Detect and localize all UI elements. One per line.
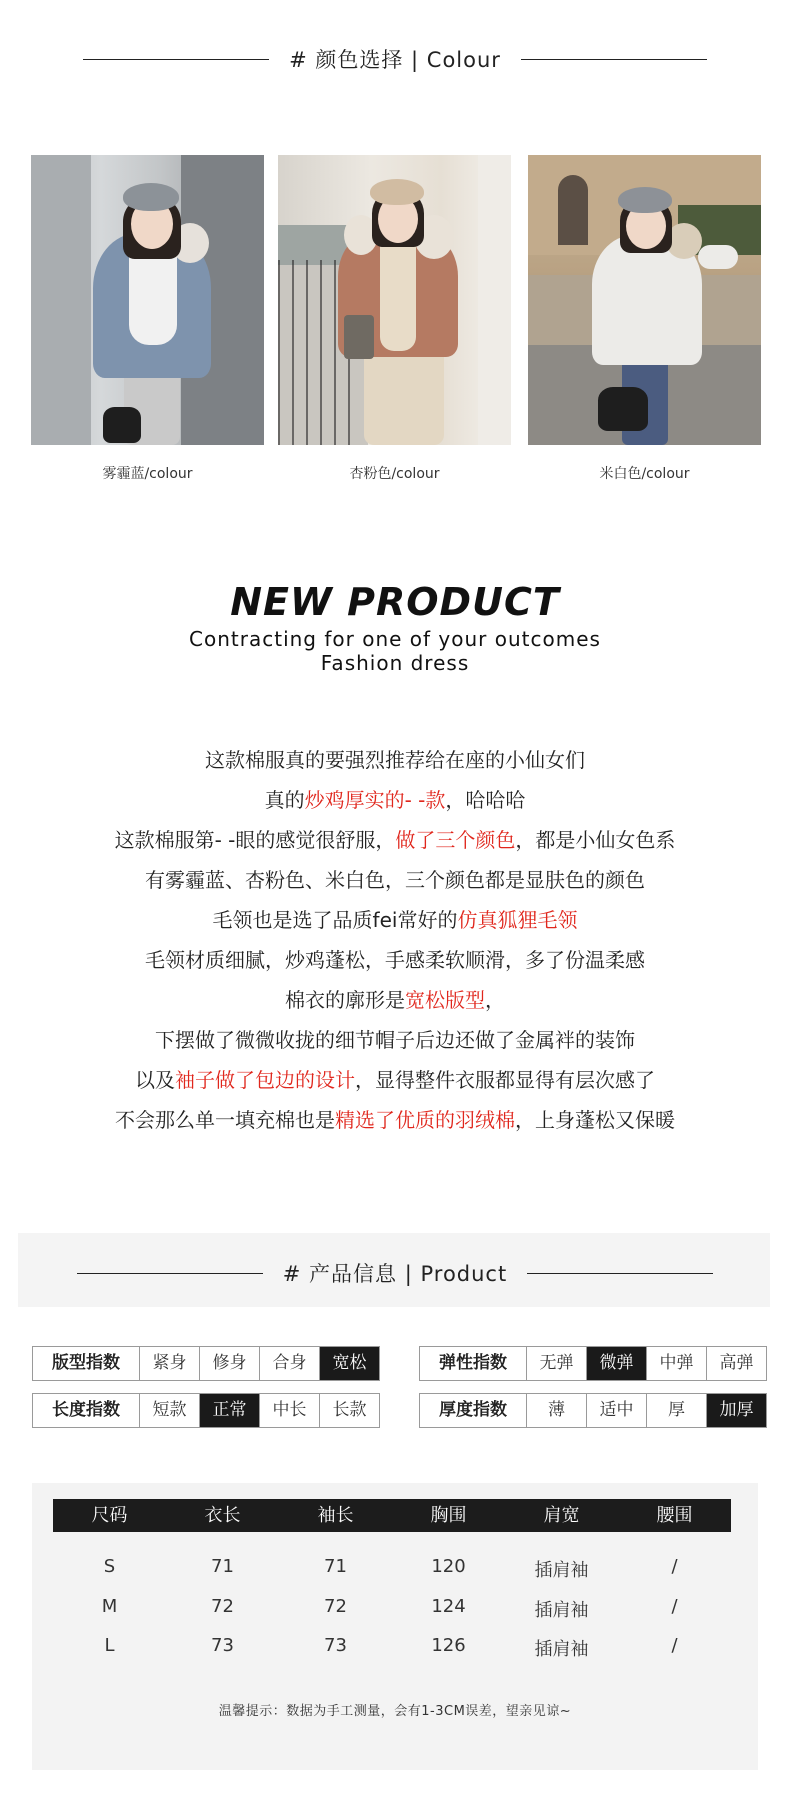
index-label: 版型指数 — [52, 1353, 120, 1373]
description-text: 这款棉服第- -眼的感觉很舒服， — [114, 828, 396, 852]
table-cell: L — [104, 1635, 115, 1656]
table-cell: S — [103, 1556, 116, 1577]
table-cell: 插肩袖 — [534, 1560, 589, 1581]
index-option: 适中 — [586, 1394, 646, 1427]
table-cell: 71 — [211, 1556, 234, 1577]
highlight-text: 袖子做了包边的设计 — [175, 1068, 355, 1092]
blue-jacket-photo — [31, 155, 264, 445]
table-cell: / — [671, 1556, 678, 1577]
table-cell: / — [671, 1635, 678, 1656]
colour-option-blue[interactable] — [31, 155, 264, 445]
index-option-selected: 加厚 — [706, 1394, 766, 1427]
description-line — [0, 740, 790, 780]
fit-index-table — [32, 1346, 380, 1381]
description-text: 棉衣的廓形是 — [285, 988, 405, 1012]
table-cell: 71 — [324, 1556, 347, 1577]
index-label: 厚度指数 — [439, 1400, 507, 1420]
index-option: 薄 — [526, 1394, 586, 1427]
elastic-index-table — [419, 1346, 767, 1381]
heading-rule-right — [527, 1273, 713, 1274]
table-cell: / — [671, 1596, 678, 1617]
description-line — [0, 1020, 790, 1060]
index-option: 无弹 — [526, 1347, 586, 1380]
highlight-text: 炒鸡厚实的- -款 — [304, 788, 446, 812]
table-cell: 72 — [324, 1596, 347, 1617]
colour-caption-blue: 雾霾蓝/colour — [102, 466, 193, 482]
table-cell: 73 — [324, 1635, 347, 1656]
colour-option-pink[interactable] — [278, 155, 511, 445]
header-shoulder: 肩宽 — [543, 1505, 580, 1526]
description-text: ，上身蓬松又保暖 — [515, 1108, 675, 1132]
description-line — [0, 780, 790, 820]
pink-jacket-photo — [278, 155, 511, 445]
description-line — [0, 900, 790, 940]
description-text: 下摆做了微微收拢的细节帽子后边还做了金属袢的装饰 — [155, 1028, 635, 1052]
product-description — [0, 740, 790, 1140]
description-text: ，显得整件衣服都显得有层次感了 — [355, 1068, 655, 1092]
description-line — [0, 820, 790, 860]
description-text: 毛领也是选了品质fei常好的 — [212, 908, 458, 932]
table-cell: 插肩袖 — [534, 1639, 589, 1660]
table-cell: 72 — [211, 1596, 234, 1617]
table-cell: 120 — [431, 1556, 466, 1577]
heading-rule-left — [77, 1273, 263, 1274]
index-option: 中长 — [259, 1394, 319, 1427]
white-jacket-photo — [528, 155, 761, 445]
colour-section-heading — [0, 44, 790, 74]
description-text: 这款棉服真的要强烈推荐给在座的小仙女们 — [205, 748, 585, 772]
description-text: ，哈哈哈 — [445, 788, 526, 812]
size-table-header — [53, 1499, 731, 1532]
highlight-text: 精选了优质的羽绒棉 — [335, 1108, 515, 1132]
header-sleeve: 袖长 — [317, 1505, 354, 1526]
table-cell: 插肩袖 — [534, 1600, 589, 1621]
description-line — [0, 1060, 790, 1100]
index-option: 高弹 — [706, 1347, 766, 1380]
index-option-selected: 宽松 — [319, 1347, 379, 1380]
description-line — [0, 980, 790, 1020]
colour-caption-white: 米白色/colour — [599, 466, 690, 482]
size-row-l — [53, 1635, 731, 1661]
index-option: 修身 — [199, 1347, 259, 1380]
description-text: 真的 — [264, 788, 305, 812]
product-heading-title: # 产品信息 | Product — [282, 1262, 508, 1286]
colour-caption-pink: 杏粉色/colour — [349, 466, 440, 482]
new-product-title: NEW PRODUCT — [230, 580, 560, 624]
index-option-selected: 正常 — [199, 1394, 259, 1427]
header-waist: 腰围 — [656, 1505, 693, 1526]
description-text: ，都是小仙女色系 — [515, 828, 676, 852]
highlight-text: 仿真狐狸毛领 — [457, 908, 578, 932]
index-option: 长款 — [319, 1394, 379, 1427]
thickness-index-table — [419, 1393, 767, 1428]
index-label: 弹性指数 — [439, 1353, 507, 1373]
new-product-subtitle-2: Fashion dress — [320, 651, 470, 675]
table-cell: 126 — [431, 1635, 466, 1656]
size-row-m — [53, 1596, 731, 1622]
header-length: 衣长 — [204, 1505, 241, 1526]
index-option: 中弹 — [646, 1347, 706, 1380]
description-line — [0, 860, 790, 900]
description-line — [0, 940, 790, 980]
header-chest: 胸围 — [430, 1505, 467, 1526]
index-option: 紧身 — [139, 1347, 199, 1380]
description-line — [0, 1100, 790, 1140]
highlight-text: 做了三个颜色 — [395, 828, 516, 852]
description-text: 有雾霾蓝、杏粉色、米白色，三个颜色都是显肤色的颜色 — [145, 868, 645, 892]
colour-heading-title: # 颜色选择 | Colour — [289, 48, 501, 72]
index-option-selected: 微弹 — [586, 1347, 646, 1380]
length-index-table — [32, 1393, 380, 1428]
size-row-s — [53, 1556, 731, 1582]
index-option: 合身 — [259, 1347, 319, 1380]
header-size: 尺码 — [91, 1505, 128, 1526]
index-option: 厚 — [646, 1394, 706, 1427]
description-text: ， — [485, 988, 505, 1012]
description-text: 不会那么单一填充棉也是 — [115, 1108, 335, 1132]
table-cell: 73 — [211, 1635, 234, 1656]
heading-rule-right — [521, 59, 707, 60]
heading-rule-left — [83, 59, 269, 60]
table-cell: M — [101, 1596, 118, 1617]
description-text: 毛领材质细腻，炒鸡蓬松，手感柔软顺滑，多了份温柔感 — [145, 948, 645, 972]
index-label: 长度指数 — [52, 1400, 120, 1420]
colour-option-white[interactable] — [528, 155, 761, 445]
index-option: 短款 — [139, 1394, 199, 1427]
highlight-text: 宽松版型 — [405, 988, 485, 1012]
table-cell: 124 — [431, 1596, 466, 1617]
product-section-heading — [0, 1258, 790, 1288]
description-text: 以及 — [135, 1068, 175, 1092]
size-note: 温馨提示：数据为手工测量，会有1-3CM误差，望亲见谅~ — [218, 1704, 572, 1719]
new-product-subtitle-1: Contracting for one of your outcomes — [189, 627, 601, 651]
